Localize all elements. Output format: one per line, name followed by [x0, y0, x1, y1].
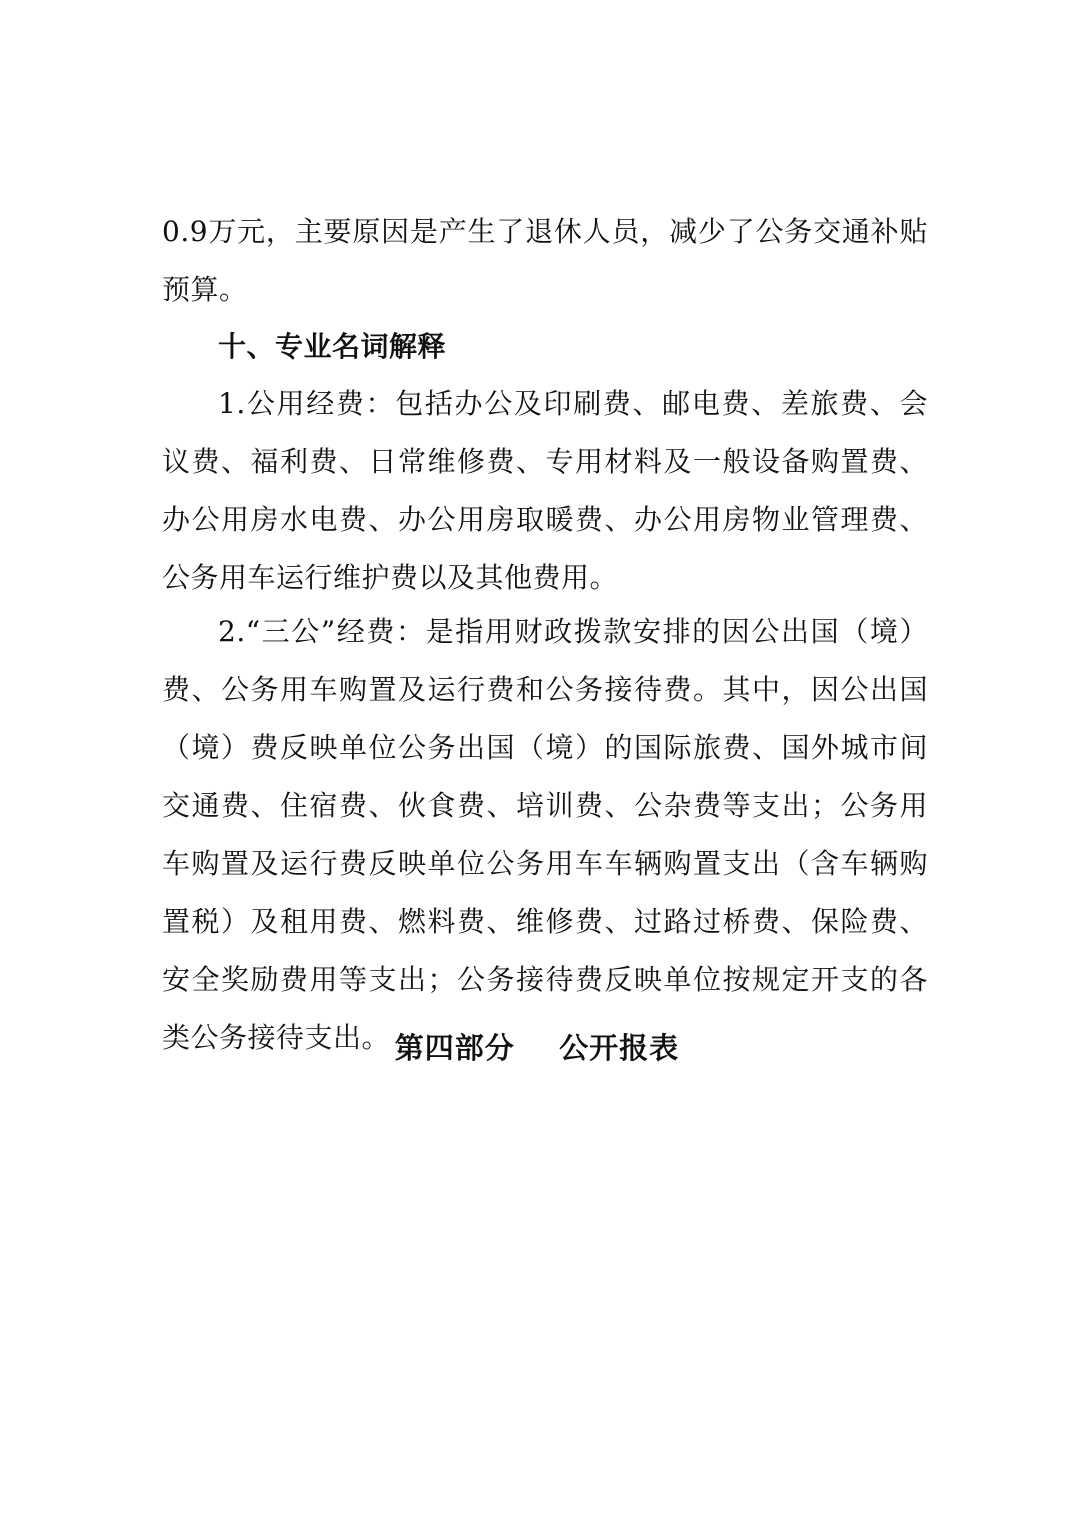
paragraph-three-public-funds-definition: 2.“三公”经费：是指用财政拨款安排的因公出国（境）费、公务用车购置及运行费和公务接待费。其中，因公出国（境）费反映单位公务出国（境）的国际旅费、国外城市间交通费、住宿费、伙食费、培训费、公杂费等支出；公务用车购置及运行费反映单位公务用车车辆购置支出（含车辆购置税）及租用费、燃料费、维修费、过路过桥费、保险费、安全奖励费用等支出；公务接待费反映单位按规定开支的各类公务接待支出。: [162, 615, 928, 1054]
section-title: 第四部分 公开报表: [394, 1031, 680, 1065]
paragraph-budget-note: 0.9万元，主要原因是产生了退休人员，减少了公务交通补贴预算。: [162, 215, 928, 306]
heading-terms-explanation: 十、专业名词解释: [218, 330, 447, 363]
paragraph-public-funds-definition: 1.公用经费：包括办公及印刷费、邮电费、差旅费、会议费、福利费、日常维修费、专用材料及一般设备购置费、办公用房水电费、办公用房取暖费、办公用房物业管理费、公务用车运行维护费以及其他费用。: [162, 387, 928, 594]
